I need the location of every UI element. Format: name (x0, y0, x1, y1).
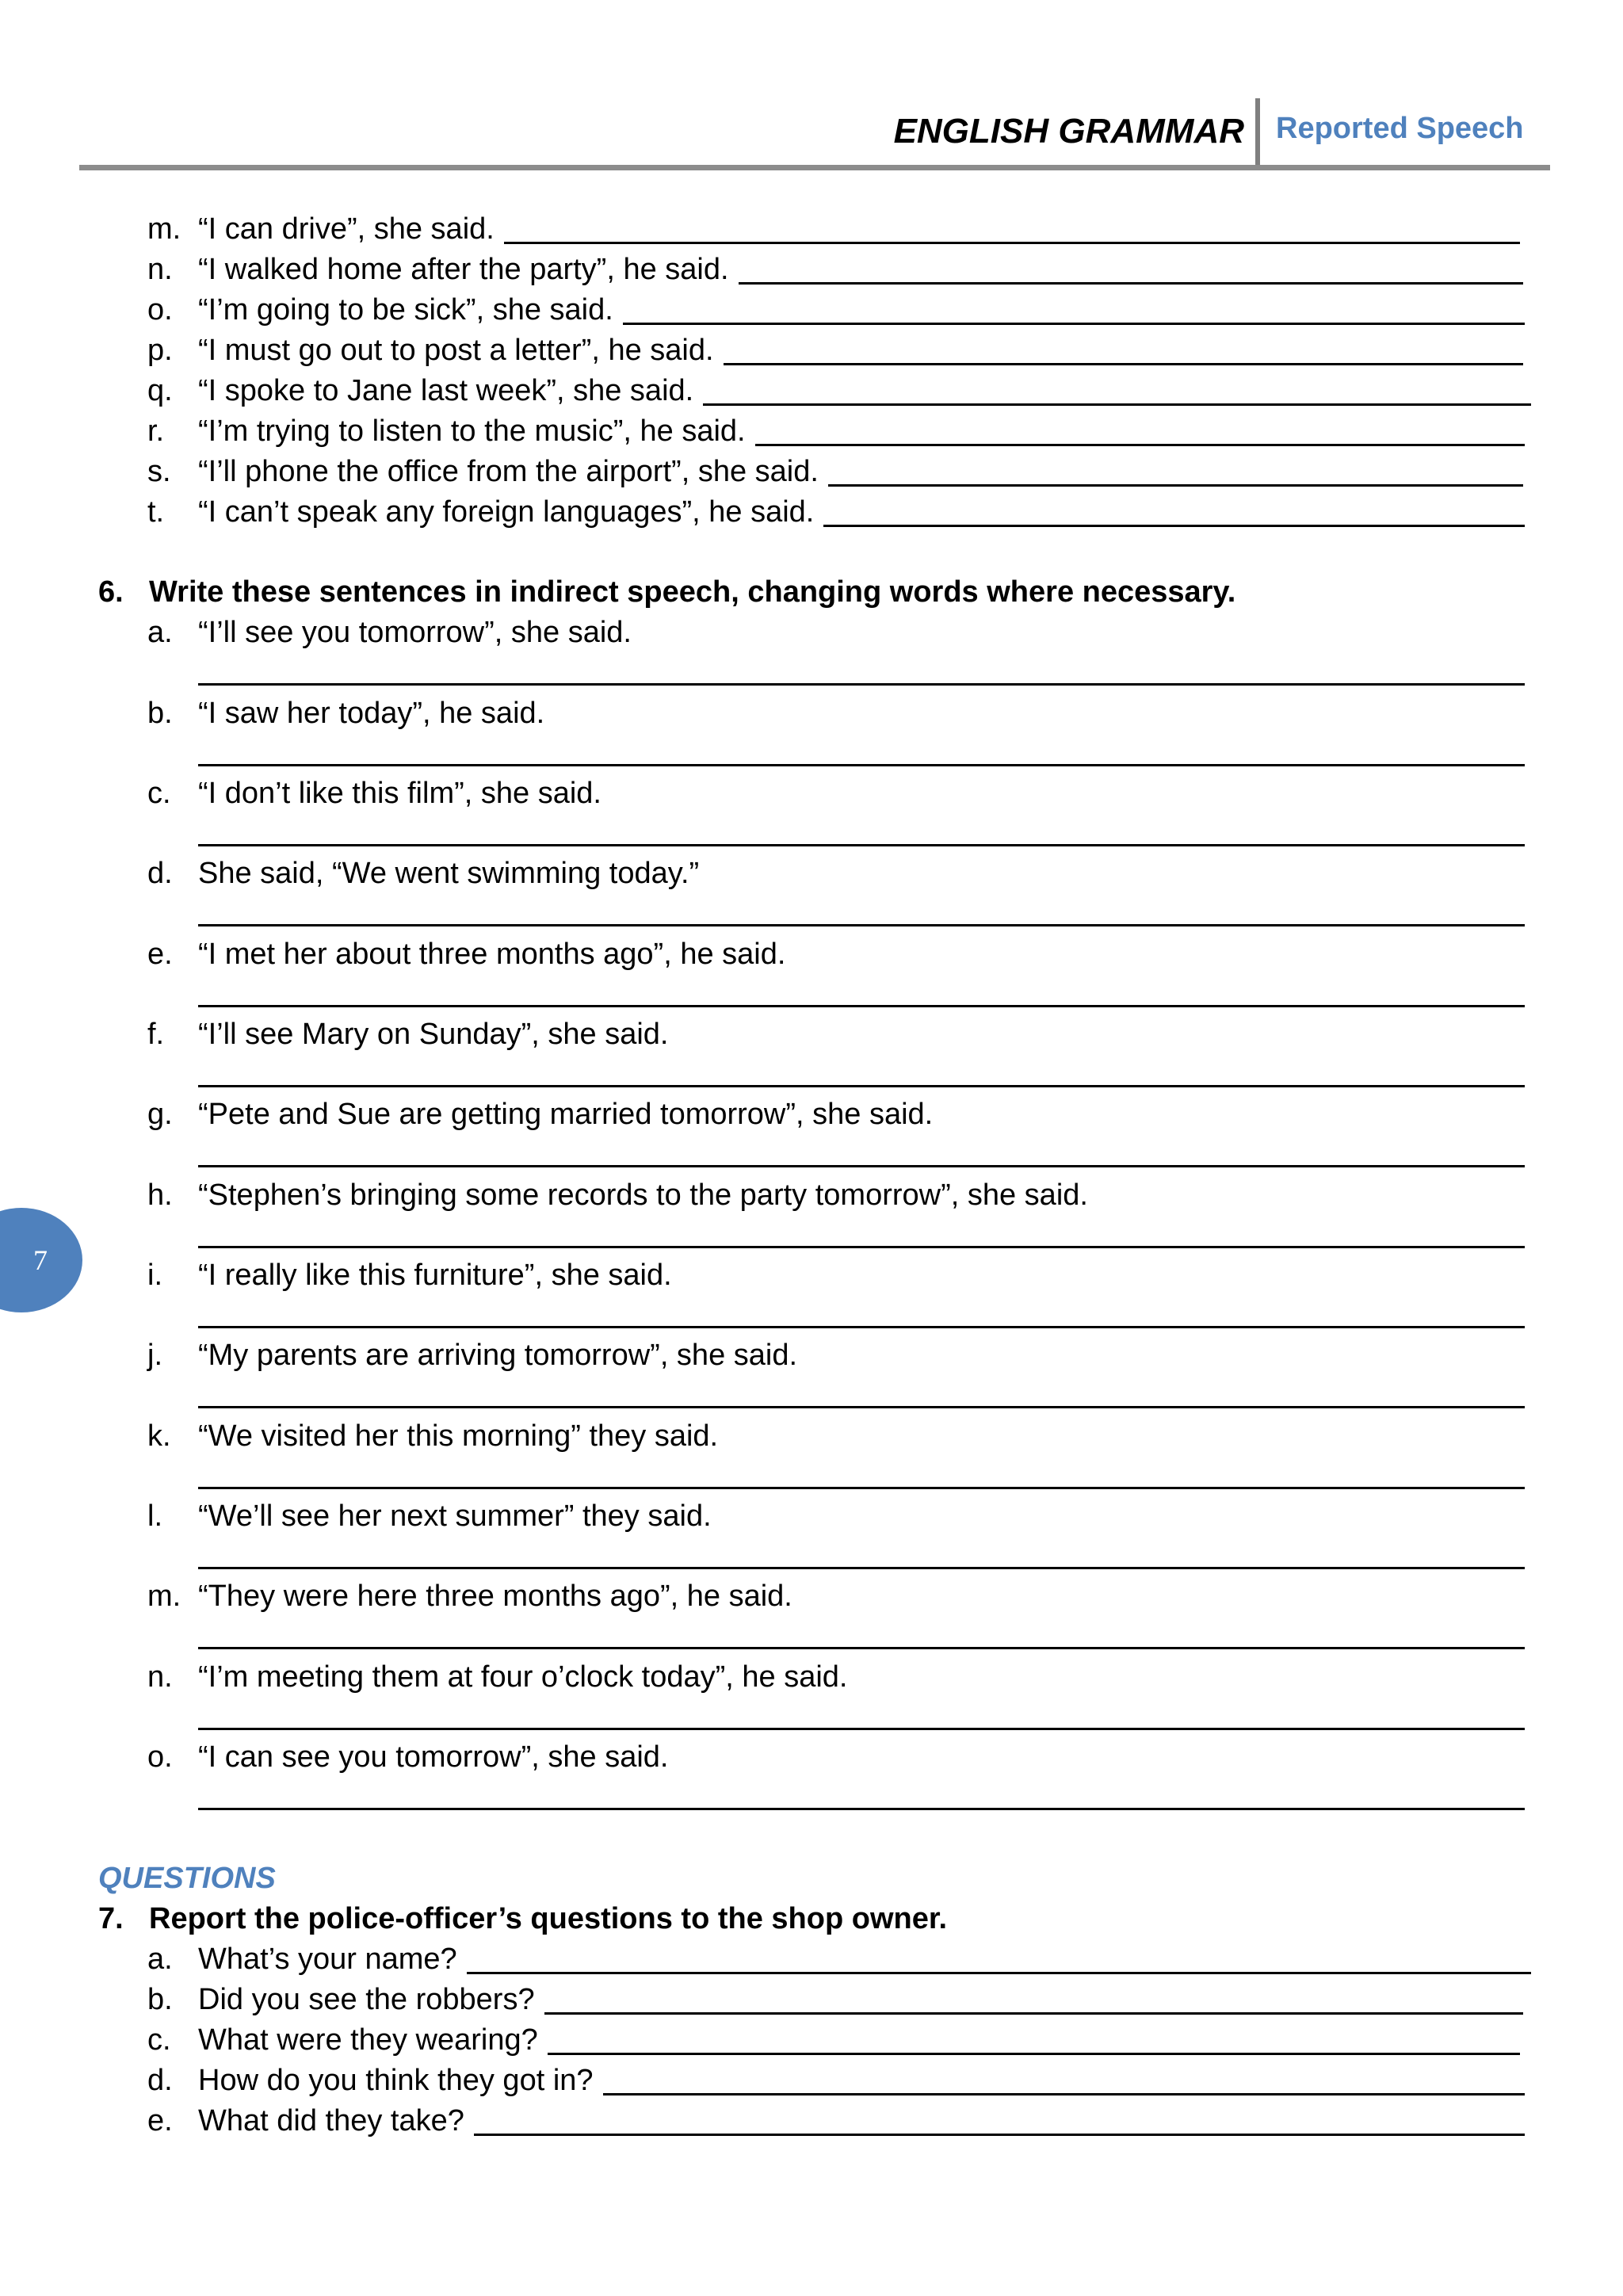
answer-line[interactable] (198, 1246, 1525, 1248)
answer-line[interactable] (544, 1984, 1523, 2015)
item-text: “We visited her this morning” they said. (198, 1419, 719, 1453)
item-text: “I’m meeting them at four o’clock today”, he said. (198, 1660, 848, 1694)
list-item (147, 854, 699, 893)
list-item (147, 1175, 1088, 1215)
item-text: Did you see the robbers? (198, 1983, 535, 2016)
item-label: o. (147, 293, 173, 327)
header-divider (1255, 98, 1260, 168)
list-item (147, 1255, 672, 1295)
list-item (147, 2101, 1525, 2141)
item-label: t. (147, 495, 165, 529)
answer-line[interactable] (198, 1647, 1525, 1649)
item-label: g. (147, 1098, 173, 1131)
list-item (147, 1576, 792, 1616)
item-text: She said, “We went swimming today.” (198, 857, 700, 890)
header-rule (79, 165, 1550, 170)
exercise-7-title (98, 1899, 947, 1939)
item-text: “I’m going to be sick”, she said. (198, 293, 613, 327)
item-text: “I walked home after the party”, he said. (198, 253, 729, 286)
list-item (147, 371, 1531, 411)
answer-line[interactable] (198, 1728, 1525, 1730)
item-text: “We’ll see her next summer” they said. (198, 1499, 712, 1533)
item-label: m. (147, 1580, 181, 1613)
answer-line[interactable] (198, 844, 1525, 846)
exercise-number: 6. (98, 575, 124, 609)
answer-line[interactable] (548, 2024, 1520, 2055)
item-text: What were they wearing? (198, 2023, 538, 2057)
answer-line[interactable] (198, 1487, 1525, 1489)
item-text: What’s your name? (198, 1943, 457, 1976)
questions-heading: QUESTIONS (98, 1862, 276, 1895)
item-label: c. (147, 777, 171, 810)
item-label: e. (147, 938, 173, 971)
exercise-instructions: Write these sentences in indirect speech, changing words where necessary. (149, 575, 1236, 609)
list-item (147, 1657, 847, 1697)
answer-line[interactable] (823, 496, 1525, 527)
item-label: a. (147, 1943, 173, 1976)
answer-line[interactable] (198, 1326, 1525, 1328)
answer-line[interactable] (603, 2065, 1525, 2095)
item-label: n. (147, 1660, 173, 1694)
list-item (147, 693, 544, 733)
item-label: m. (147, 212, 181, 246)
answer-line[interactable] (198, 1085, 1525, 1087)
exercise-instructions: Report the police-officer’s questions to the shop owner. (149, 1902, 948, 1935)
answer-line[interactable] (828, 456, 1523, 487)
item-text: “I don’t like this film”, she said. (198, 777, 601, 810)
page-number: 7 (33, 1244, 48, 1276)
item-label: l. (147, 1499, 162, 1533)
item-label: a. (147, 616, 173, 649)
answer-line[interactable] (724, 334, 1523, 365)
item-text: “I really like this furniture”, she said. (198, 1259, 672, 1292)
list-item (147, 330, 1523, 370)
answer-line[interactable] (755, 415, 1525, 446)
item-label: p. (147, 334, 173, 367)
answer-line[interactable] (198, 1567, 1525, 1569)
item-label: s. (147, 455, 171, 488)
list-item (147, 1416, 718, 1456)
list-item (147, 209, 1520, 249)
item-label: e. (147, 2104, 173, 2137)
list-item (147, 290, 1525, 330)
item-text: “I saw her today”, he said. (198, 697, 545, 730)
item-text: “My parents are arriving tomorrow”, she said. (198, 1339, 798, 1372)
exercise-6-title (98, 572, 1235, 612)
list-item (147, 2020, 1520, 2060)
item-label: o. (147, 1740, 173, 1774)
item-label: i. (147, 1259, 162, 1292)
header-subtitle: Reported Speech (1276, 112, 1524, 145)
list-item (147, 1095, 933, 1134)
item-text: “Stephen’s bringing some records to the party tomorrow”, she said. (198, 1179, 1088, 1212)
answer-line[interactable] (198, 764, 1525, 766)
item-text: What did they take? (198, 2104, 464, 2137)
item-label: d. (147, 2064, 173, 2097)
list-item (147, 1980, 1523, 2019)
item-text: How do you think they got in? (198, 2064, 594, 2097)
item-label: q. (147, 374, 173, 407)
item-label: b. (147, 1983, 173, 2016)
answer-line[interactable] (198, 683, 1525, 686)
answer-line[interactable] (739, 254, 1523, 285)
answer-line[interactable] (198, 924, 1525, 926)
answer-line[interactable] (198, 1808, 1525, 1810)
exercise-number: 7. (98, 1902, 124, 1935)
item-label: j. (147, 1339, 162, 1372)
item-text: “I spoke to Jane last week”, she said. (198, 374, 694, 407)
item-label: r. (147, 415, 165, 448)
page-number-badge (0, 1208, 82, 1312)
answer-line[interactable] (198, 1406, 1525, 1408)
item-label: h. (147, 1179, 173, 1212)
header-title: ENGLISH GRAMMAR (893, 112, 1244, 151)
item-text: “I can see you tomorrow”, she said. (198, 1740, 669, 1774)
answer-line[interactable] (467, 1943, 1531, 1974)
item-label: n. (147, 253, 173, 286)
item-label: b. (147, 697, 173, 730)
item-label: c. (147, 2023, 171, 2057)
list-item (147, 774, 601, 813)
item-text: “I’m trying to listen to the music”, he said. (198, 415, 746, 448)
item-label: f. (147, 1018, 165, 1051)
item-text: “Pete and Sue are getting married tomorrow”, she said. (198, 1098, 934, 1131)
item-text: “I’ll see you tomorrow”, she said. (198, 616, 632, 649)
answer-line[interactable] (703, 375, 1531, 406)
item-label: d. (147, 857, 173, 890)
answer-line[interactable] (623, 294, 1525, 325)
item-text: “I must go out to post a letter”, he said. (198, 334, 714, 367)
answer-line[interactable] (198, 1165, 1525, 1167)
answer-line[interactable] (504, 213, 1520, 244)
list-item (147, 613, 632, 652)
list-item (147, 934, 785, 974)
list-item (147, 452, 1523, 491)
list-item (147, 1737, 668, 1777)
list-item (147, 1939, 1531, 1979)
item-text: “I met her about three months ago”, he said. (198, 938, 786, 971)
list-item (147, 1335, 797, 1375)
answer-line[interactable] (198, 1005, 1525, 1007)
list-item (147, 250, 1523, 289)
item-label: k. (147, 1419, 171, 1453)
list-item (147, 2061, 1525, 2100)
list-item (147, 411, 1525, 451)
list-item (147, 1496, 712, 1536)
list-item (147, 492, 1525, 532)
item-text: “I can drive”, she said. (198, 212, 495, 246)
list-item (147, 1014, 669, 1054)
item-text: “They were here three months ago”, he said. (198, 1580, 792, 1613)
item-text: “I’ll see Mary on Sunday”, she said. (198, 1018, 669, 1051)
answer-line[interactable] (474, 2105, 1525, 2136)
item-text: “I can’t speak any foreign languages”, he said. (198, 495, 815, 529)
item-text: “I’ll phone the office from the airport”, she said. (198, 455, 819, 488)
